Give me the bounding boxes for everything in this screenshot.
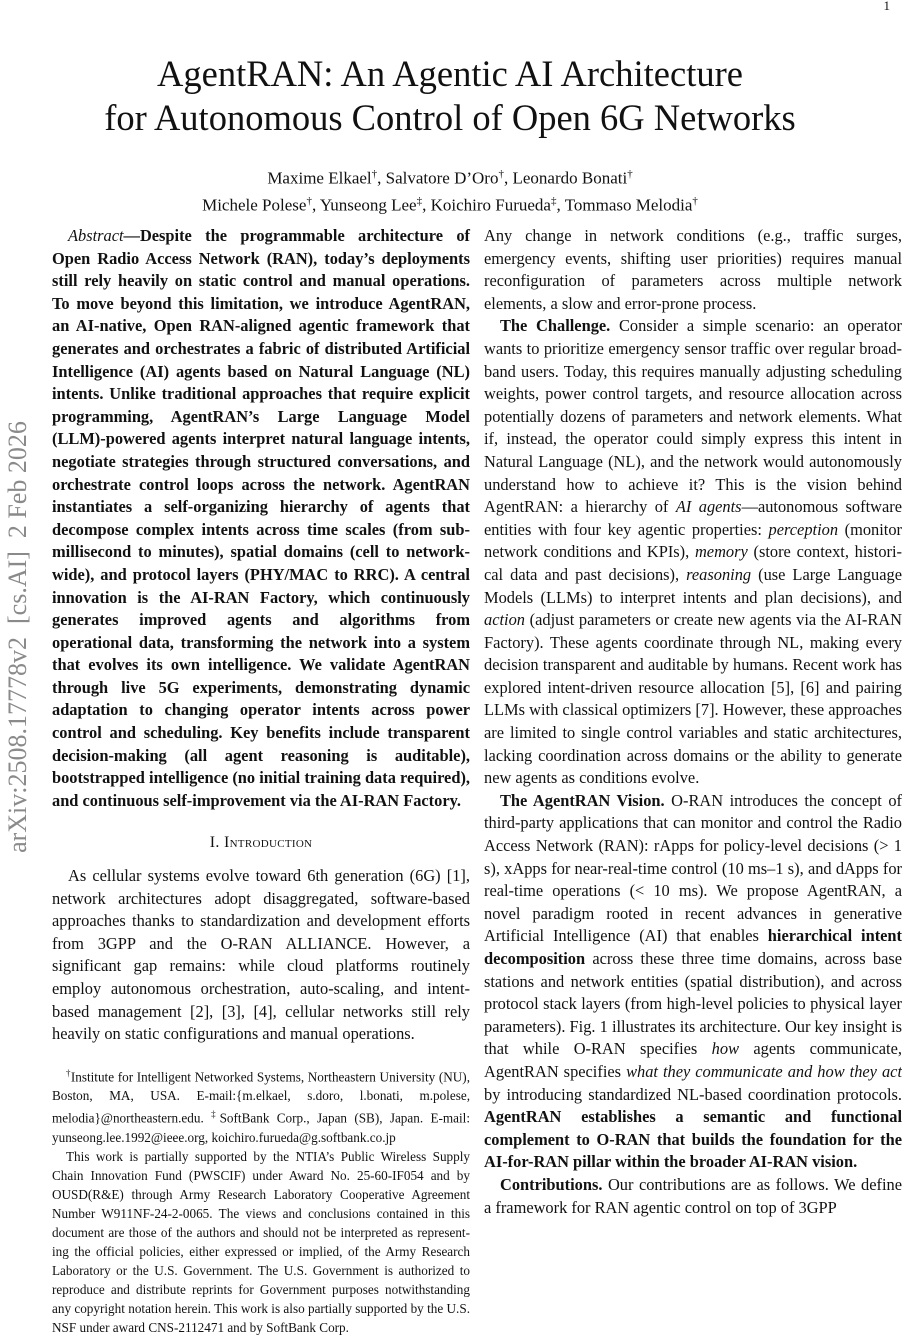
bold-text: AgentRAN establishes a semantic and functional complement to O-RAN that builds the foundation for the AI-for-RAN pillar within the broader AI-RAN vision. — [484, 1107, 902, 1172]
italic-text: perception — [768, 519, 839, 539]
author-name: Tommaso Melodia — [564, 195, 693, 215]
author-name: Yunseong Lee — [319, 195, 417, 215]
bold-text: The Challenge. — [500, 316, 611, 336]
body-text: (store context, historical data and past decisions), — [484, 542, 902, 584]
author-line-1: Maxime Elkael†, Salvatore D’Oro†, Leonardo Bonati† — [267, 168, 633, 188]
author-name: Salvatore D’Oro — [385, 168, 499, 188]
author-name: Koichiro Furueda — [430, 195, 551, 215]
right-column — [484, 225, 902, 1219]
bold-text: hierarchical intent decomposition — [484, 926, 902, 968]
section-title: Introduction — [223, 834, 313, 852]
funding-footnote: This work is partially supported by the NTIA’s Public Wireless Supply Chain Innovation Fund (PWSCIF) under Award No. 25-60-IF054 and by OUSD(R&E) through Army Research Laboratory Cooperative Agreement Number W911NF-24-2-0065. The views and conclusions contained in this document are those of the authors and should not be interpreted as representing the official policies, either expressed or implied, of the Army Research Laboratory or the U.S. Government. The U.S. Government is authorized to reproduce and distribute reprints for Government purposes notwithstanding any copyright notation herein. This work is also partially supported by the U.S. NSF under award CNS-2112471 and by SoftBank Corp. — [52, 1148, 470, 1335]
body-text: Our contributions are as follows. We define a framework for RAN agentic control on top of 3GPP — [484, 1174, 902, 1217]
footnotes — [52, 1064, 470, 1337]
affiliation-mark: ‡ — [550, 194, 557, 207]
italic-text: memory — [694, 542, 748, 562]
left-column — [52, 225, 470, 1337]
body-text: —autonomous software entities with four key agentic properties: — [484, 497, 902, 539]
author-name: Leonardo Bonati — [512, 168, 628, 188]
author-line-2: Michele Polese†, Yunseong Lee‡, Koichiro Furueda‡, Tommaso Melodia† — [202, 194, 698, 215]
affiliation-mark: † — [692, 194, 698, 207]
bold-text: Contributions. — [500, 1174, 603, 1194]
body-text: across these three time domains, across base stations and network entities (spatial distribution), and across protocol stack layers (from high-level policies to physical layer parameters). Fig. 1 illustrates its architecture. Our key insight is that while O-RAN specifies — [484, 949, 902, 1059]
paragraph — [52, 865, 470, 1046]
author-list — [0, 163, 900, 216]
body-text: (adjust parameters or create new agents via the AI-RAN Factory). These agents coordinate through NL, making every decision transparent and auditable by humans. Recent work has explored intent-driven resource allocation [5], [6] and pairing LLMs with classical optimizers [7]. However, these approaches are limited to single control variables and static architectures, lacking coordination across domains or the ability to generate new agents as conditions evolve. — [484, 610, 902, 788]
paper-title — [0, 52, 900, 140]
italic-text: AI agents — [675, 497, 742, 517]
bold-text: The AgentRAN Vision. — [500, 790, 665, 810]
author-name: Michele Polese — [202, 195, 307, 215]
body-text: agents communicate, AgentRAN specifies — [484, 1039, 902, 1081]
paragraph — [484, 225, 902, 315]
body-text: Consider a simple scenario: an operator wants to prioritize emergency sensor traffic over regular broadband users. Today, this requires manually adjusting scheduling weights, power control targets, and resource allocation across potentially dozens of parameters and network elements. What if, instead, the operator could simply express this intent in Natural Language (NL), and the network would autonomously understand how to achieve it? This is the vision behind AgentRAN: a hierarchy of — [484, 316, 902, 517]
body-text: O-RAN introduces the concept of third-party applications that can monitor and control the Radio Access Network (RAN): rApps for policy-level decisions (> 1 s), xApps for near-real-time control (10 ms–1 s), and dApps for real-time operations (< 10 ms). We propose AgentRAN, a novel paradigm rooted in recent advances in generative Artificial Intelligence (AI) that enables — [484, 790, 902, 946]
abstract — [52, 225, 470, 812]
affiliation-mark: † — [371, 168, 378, 180]
paragraph — [484, 1174, 902, 1219]
arxiv-identifier: arXiv:2508.17778v2 [cs.AI] 2 Feb 2026 — [3, 421, 32, 853]
affiliation-footnote: †Institute for Intelligent Networked Systems, Northeastern University (NU), Boston, MA, USA. E-mail:{m.elkael, s.doro, l.bonati, m.polese, melodia}@northeastern.edu. ‡SoftBank Corp., Japan (SB), Japan. E-mail: yunseong.lee.1992@ieee.org, koichiro.furueda@g.softbank.co.jp — [52, 1067, 470, 1145]
paragraph — [484, 790, 902, 1174]
right-column-body — [484, 225, 902, 1219]
body-text: As cellular systems evolve toward 6th generation (6G) [1], network architectures adopt disaggregated, software-based approaches thanks to standardization and development efforts from 3GPP and the O-RAN ALLIANCE. However, a significant gap remains: while cloud platforms routinely employ autonomous orchestration, auto-scaling, and intent-based management [2], [3], [4], cellular networks still rely heavily on static configurations and manual operations. — [52, 866, 470, 1044]
page-number: 1 — [883, 0, 890, 13]
paragraph — [484, 315, 902, 789]
abstract-text: —Despite the programmable architecture of Open Radio Access Network (RAN), today’s deployments still rely heavily on static control and manual operations. To move beyond this limitation, we introduce AgentRAN, an AI-native, Open RAN-aligned agentic framework that generates and orchestrates a fabric of distributed Artificial Intelligence (AI) agents based on Natural Language (NL) intents. Unlike traditional approaches that require explicit programming, AgentRAN’s Large Language Model (LLM)-powered agents interpret natural language intents, negotiate strategies through structured conversations, and orchestrate control loops across the network. AgentRAN instantiates a self-organizing hierarchy of agents that decompose complex intents across time scales (from sub-millisecond to minutes), spatial domains (cell to network-wide), and protocol layers (PHY/MAC to RRC). A central innovation is the AI-RAN Factory, which continuously generates improved agents and algorithms from operational data, transforming the network into a system that evolves its own intelligence. We validate AgentRAN through live 5G experiments, demonstrating dynamic adaptation to changing operator intents across power control and scheduling. Key benefits include transparent decision-making (all agent reasoning is auditable), bootstrapped intelligence (no initial training data required), and continuous self-improvement via the AI-RAN Factory. — [52, 226, 470, 810]
introduction-body — [52, 865, 470, 1046]
affiliation-mark: † — [498, 168, 504, 180]
italic-text: action — [484, 610, 525, 630]
affiliation-sb: SoftBank Corp., Japan (SB), Japan. E-mail: yunseong.lee.1992@ieee.org, koichiro.furueda@g.softbank.co.jp — [52, 1110, 470, 1145]
section-heading — [52, 832, 470, 855]
author-name: Maxime Elkael — [267, 168, 372, 188]
body-text: by introducing standardized NL-based coordination protocols. — [484, 1084, 902, 1104]
italic-text: what they communicate and how they act — [626, 1061, 902, 1081]
italic-text: reasoning — [686, 564, 752, 584]
section-number: I. — [209, 834, 220, 852]
title-line-2: for Autonomous Control of Open 6G Networks — [104, 97, 796, 138]
italic-text: how — [711, 1039, 739, 1059]
body-text: (monitor network conditions and KPIs), — [484, 519, 902, 562]
affiliation-mark: † — [627, 168, 633, 180]
affiliation-nu: Institute for Intelligent Networked Systems, Northeastern University (NU), Boston, MA, USA. E-mail:{m.elkael, s.doro, l.bonati, m.polese, melodia}@northeastern.edu. — [52, 1069, 470, 1126]
abstract-label: Abstract — [68, 226, 124, 245]
affiliation-mark: † — [306, 194, 312, 207]
title-line-1: AgentRAN: An Agentic AI Architecture — [157, 53, 743, 94]
body-text: (use Large Language Models (LLMs) to interpret intents and plan decisions), and — [484, 564, 902, 607]
affiliation-mark: ‡ — [416, 194, 423, 207]
body-text: Any change in network conditions (e.g., traffic surges, emergency events, shifting user priorities) requires manual reconfiguration of parameters across multiple network elements, a slow and error-prone process. — [484, 226, 902, 313]
